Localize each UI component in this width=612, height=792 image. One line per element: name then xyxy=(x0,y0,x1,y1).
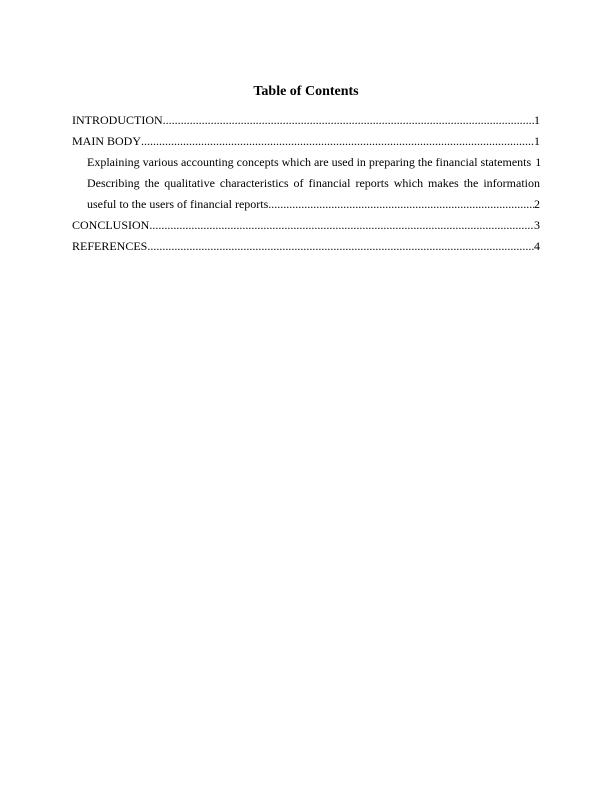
toc-page-number: 4 xyxy=(534,239,540,253)
toc-entry-qualitative-characteristics-line1[interactable] xyxy=(72,173,540,194)
toc-entry-introduction[interactable] xyxy=(72,110,540,131)
toc-entry-label: Explaining various accounting concepts which are used in preparing the financial statements xyxy=(87,155,532,169)
toc-entry-label: useful to the users of financial reports. xyxy=(87,197,272,211)
dot-leader xyxy=(271,194,534,215)
toc-page-number: 3 xyxy=(534,218,540,232)
toc-entry-label: INTRODUCTION xyxy=(72,113,163,127)
toc-page-number: 1 xyxy=(535,155,542,169)
toc-page-number: 2 xyxy=(534,197,540,211)
dot-leader xyxy=(141,131,534,152)
toc-page-number: 1 xyxy=(534,134,540,148)
toc-entry-conclusion[interactable] xyxy=(72,215,540,236)
table-of-contents xyxy=(72,110,540,257)
toc-entry-references[interactable] xyxy=(72,236,540,257)
toc-entry-qualitative-characteristics-line2[interactable] xyxy=(72,194,540,215)
toc-entry-label: REFERENCES xyxy=(72,239,148,253)
toc-entry-accounting-concepts[interactable] xyxy=(72,152,540,173)
toc-entry-main-body[interactable] xyxy=(72,131,540,152)
dot-leader xyxy=(163,110,534,131)
toc-entry-label: CONCLUSION xyxy=(72,218,150,232)
toc-title: Table of Contents xyxy=(253,84,359,99)
toc-entry-label: MAIN BODY xyxy=(72,134,141,148)
dot-leader xyxy=(149,215,534,236)
dot-leader xyxy=(147,236,534,257)
toc-entry-label: Describing the qualitative characteristics of financial reports which makes the information xyxy=(87,176,540,190)
toc-page-number: 1 xyxy=(534,113,540,127)
